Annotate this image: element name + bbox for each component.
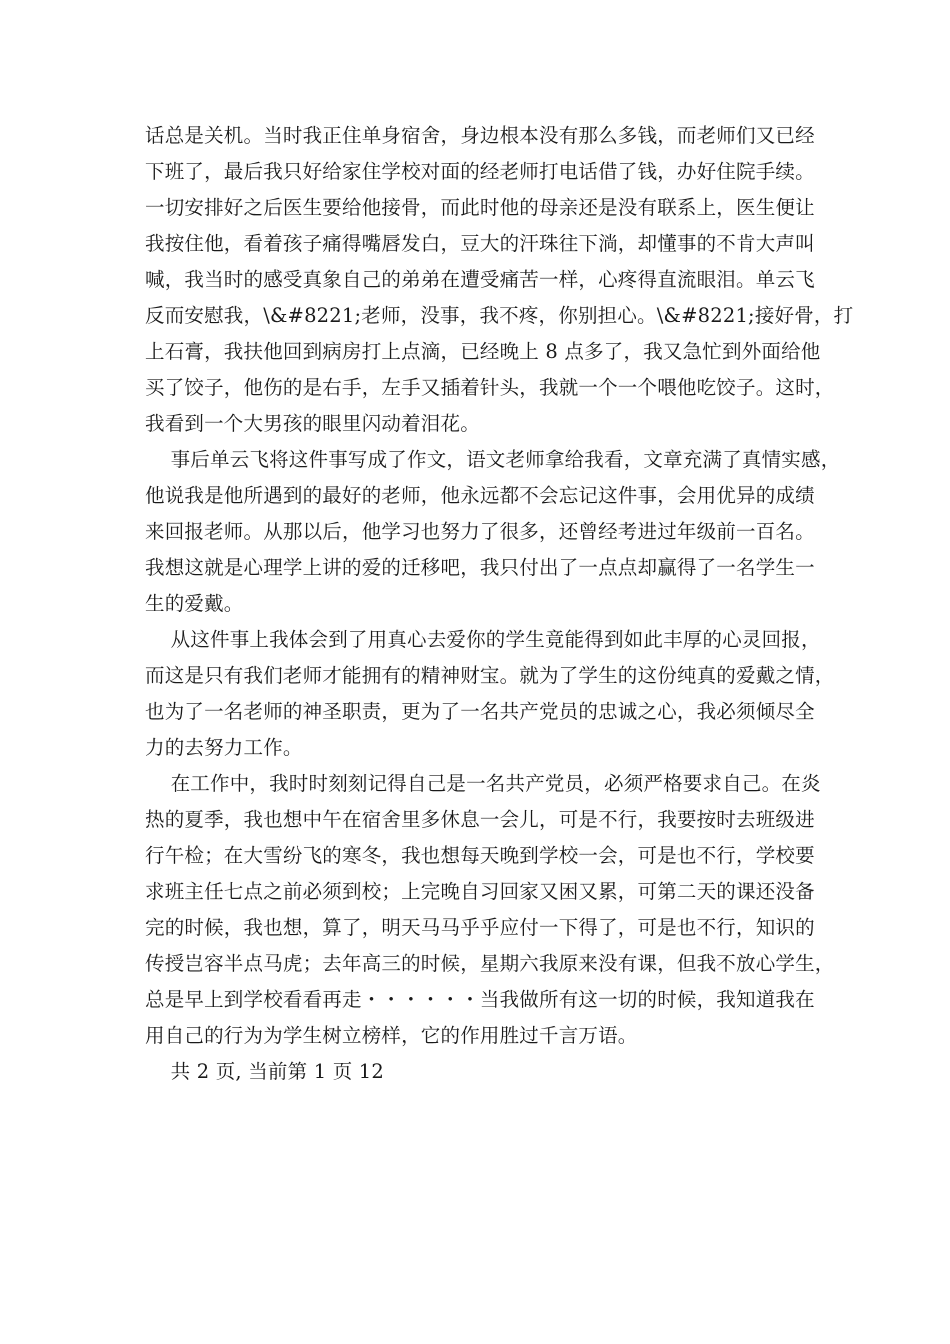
text-line: 用自己的行为为学生树立榜样，它的作用胜过千言万语。: [145, 1024, 638, 1047]
text-line: 来回报老师。从那以后，他学习也努力了很多，还曾经考进过年级前一百名。: [145, 520, 815, 543]
text-line: 我想这就是心理学上讲的爱的迁移吧，我只付出了一点点却赢得了一名学生一: [145, 556, 815, 579]
text-line: 反而安慰我，\&#8221;老师，没事，我不疼，你别担心。\&#8221;接好骨，打: [145, 304, 854, 327]
text-line: 买了饺子，他伤的是右手，左手又插着针头，我就一个一个喂他吃饺子。这时，: [145, 376, 835, 399]
text-line: 事后单云飞将这件事写成了作文，语文老师拿给我看，文章充满了真情实感，: [145, 448, 841, 471]
text-line: 总是早上到学校看看再走・・・・・・当我做所有这一切的时候，我知道我在: [145, 988, 815, 1011]
text-line: 喊，我当时的感受真象自己的弟弟在遭受痛苦一样，心疼得直流眼泪。单云飞: [145, 268, 815, 291]
text-line: 力的去努力工作。: [145, 736, 303, 759]
text-line: 一切安排好之后医生要给他接骨，而此时他的母亲还是没有联系上，医生便让: [145, 196, 815, 219]
text-line: 也为了一名老师的神圣职责，更为了一名共产党员的忠诚之心，我必须倾尽全: [145, 700, 815, 723]
text-line: 传授岂容半点马虎；去年高三的时候，星期六我原来没有课，但我不放心学生，: [145, 952, 835, 975]
text-line: 生的爱戴。: [145, 592, 244, 615]
page-indicator: 共 2 页, 当前第 1 页 12: [145, 1060, 385, 1083]
text-line: 热的夏季，我也想中午在宿舍里多休息一会儿，可是不行，我要按时去班级进: [145, 808, 815, 831]
text-line: 求班主任七点之前必须到校；上完晚自习回家又困又累，可第二天的课还没备: [145, 880, 815, 903]
text-line: 在工作中，我时时刻刻记得自己是一名共产党员，必须严格要求自己。在炎: [145, 772, 821, 795]
text-line: 完的时候，我也想，算了，明天马马乎乎应付一下得了，可是也不行，知识的: [145, 916, 815, 939]
text-line: 行午检；在大雪纷飞的寒冬，我也想每天晚到学校一会，可是也不行，学校要: [145, 844, 815, 867]
text-line: 下班了，最后我只好给家住学校对面的经老师打电话借了钱，办好住院手续。: [145, 160, 815, 183]
text-line: 他说我是他所遇到的最好的老师，他永远都不会忘记这件事，会用优异的成绩: [145, 484, 815, 507]
text-line: 上石膏，我扶他回到病房打上点滴，已经晚上 8 点多了，我又急忙到外面给他: [145, 340, 821, 363]
text-line: 话总是关机。当时我正住单身宿舍，身边根本没有那么多钱，而老师们又已经: [145, 124, 815, 147]
text-line: 从这件事上我体会到了用真心去爱你的学生竟能得到如此丰厚的心灵回报，: [145, 628, 821, 651]
text-line: 我按住他，看着孩子痛得嘴唇发白，豆大的汗珠往下淌，却懂事的不肯大声叫: [145, 232, 815, 255]
text-line: 我看到一个大男孩的眼里闪动着泪花。: [145, 412, 480, 435]
text-line: 而这是只有我们老师才能拥有的精神财宝。就为了学生的这份纯真的爱戴之情，: [145, 664, 835, 687]
